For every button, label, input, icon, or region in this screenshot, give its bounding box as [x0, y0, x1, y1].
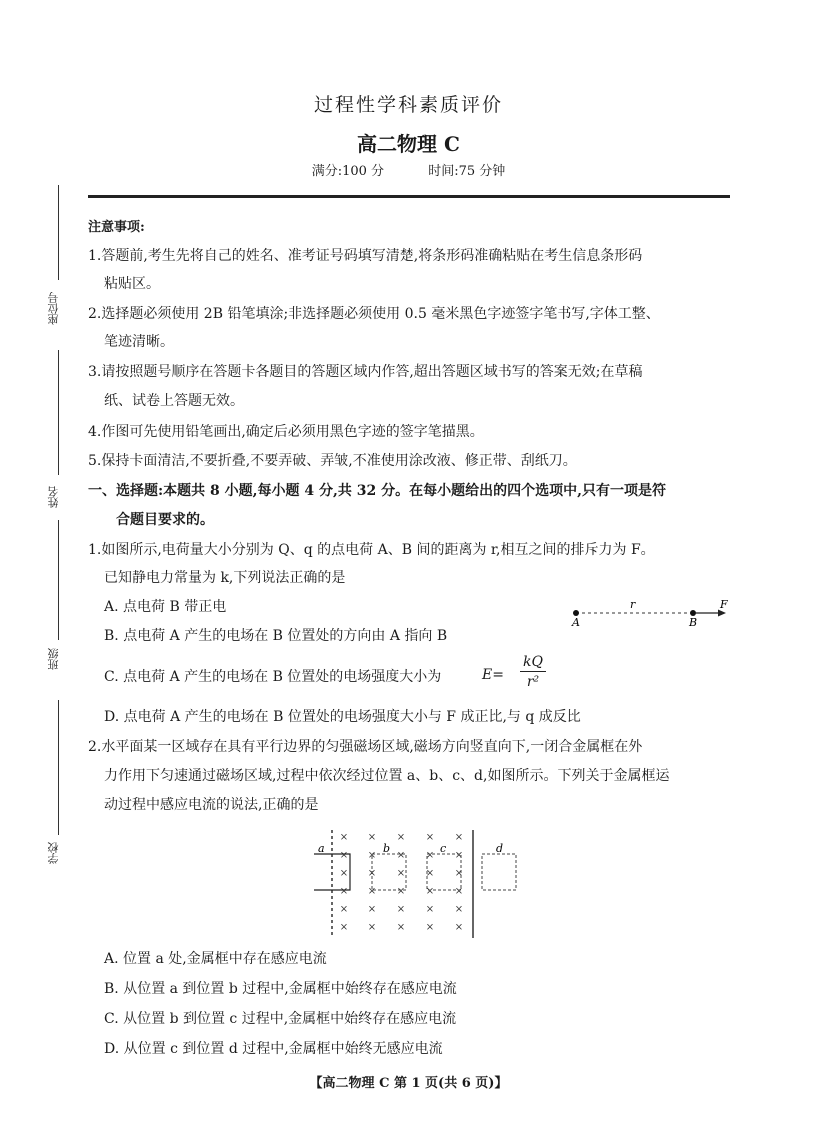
header-rule — [88, 195, 730, 198]
field-cross: × — [425, 850, 435, 861]
note-line: 笔迹清晰。 — [104, 334, 174, 350]
notes-title: 注意事项: — [88, 220, 145, 235]
side-seat-label: 座位号 — [47, 292, 60, 325]
field-cross: × — [425, 832, 435, 843]
field-cross: × — [425, 904, 435, 915]
field-cross: × — [367, 922, 377, 933]
side-school-label: 学校 — [47, 842, 60, 864]
field-cross: × — [339, 868, 349, 879]
section-title: 一、选择题:本题共 8 小题,每小题 4 分,共 32 分。在每小题给出的四个选项中,只有一项是符 — [88, 483, 666, 499]
q1-stem-cont: 已知静电力常量为 k,下列说法正确的是 — [104, 570, 346, 586]
q1-stem: 1.如图所示,电荷量大小分别为 Q、q 的点电荷 A、B 间的距离为 r,相互之间的排斥力为 F。 — [88, 542, 655, 558]
field-cross: × — [396, 922, 406, 933]
q1-figure — [560, 596, 740, 632]
field-cross: × — [396, 886, 406, 897]
label-b: B — [689, 616, 698, 629]
field-cross: × — [339, 922, 349, 933]
note-line: 3.请按照题号顺序在答题卡各题目的答题区域内作答,超出答题区域书写的答案无效;在草稿 — [88, 364, 643, 380]
label-c: c — [440, 842, 447, 855]
q2-stem: 2.水平面某一区域存在具有平行边界的匀强磁场区域,磁场方向竖直向下,一闭合金属框在外 — [88, 739, 643, 755]
field-cross: × — [367, 832, 377, 843]
exam-time: 时间:75 分钟 — [428, 164, 506, 179]
field-cross: × — [454, 832, 464, 843]
frame-d — [482, 854, 516, 890]
label-d: d — [496, 842, 504, 855]
formula-lhs: E= — [482, 667, 504, 683]
field-cross: × — [367, 886, 377, 897]
label-a: A — [572, 616, 580, 629]
q2-option-a: A. 位置 a 处,金属框中存在感应电流 — [104, 951, 327, 967]
field-cross: × — [367, 868, 377, 879]
field-cross: × — [454, 850, 464, 861]
field-cross: × — [454, 886, 464, 897]
note-line: 1.答题前,考生先将自己的姓名、准考证号码填写清楚,将条形码准确粘贴在考生信息条形码 — [88, 248, 643, 264]
note-line: 粘贴区。 — [104, 276, 160, 292]
exam-heading: 过程性学科素质评价 — [313, 94, 503, 116]
full-score: 满分:100 分 — [311, 164, 385, 179]
field-cross: × — [454, 922, 464, 933]
field-cross: × — [339, 850, 349, 861]
side-line — [58, 350, 59, 475]
note-line: 5.保持卡面清洁,不要折叠,不要弄破、弄皱,不准使用涂改液、修正带、刮纸刀。 — [88, 453, 577, 469]
q2-option-b: B. 从位置 a 到位置 b 过程中,金属框中始终存在感应电流 — [104, 981, 457, 997]
formula-numerator: kQ — [520, 653, 546, 672]
field-cross: × — [339, 832, 349, 843]
field-cross: × — [339, 886, 349, 897]
note-line: 4.作图可先使用铅笔画出,确定后必须用黑色字迹的签字笔描黑。 — [88, 424, 484, 440]
side-line — [58, 700, 59, 835]
field-cross: × — [425, 886, 435, 897]
label-b: b — [383, 842, 391, 855]
q2-stem-cont: 动过程中感应电流的说法,正确的是 — [104, 797, 319, 813]
side-line — [58, 520, 59, 640]
q2-option-d: D. 从位置 c 到位置 d 过程中,金属框中始终无感应电流 — [104, 1041, 443, 1057]
field-cross: × — [454, 904, 464, 915]
exam-meta — [0, 160, 817, 179]
label-f: F — [720, 598, 728, 611]
q2-figure — [310, 826, 530, 942]
q1-option-a: A. 点电荷 B 带正电 — [104, 599, 227, 615]
side-class-label: 班级 — [47, 648, 60, 670]
q2-option-c: C. 从位置 b 到位置 c 过程中,金属框中始终存在感应电流 — [104, 1011, 457, 1027]
side-name-label: 姓名 — [47, 486, 60, 508]
section-title-cont: 合题目要求的。 — [116, 512, 214, 528]
field-cross: × — [396, 868, 406, 879]
page-footer: 【高二物理 C 第 1 页(共 6 页)】 — [309, 1076, 508, 1091]
label-a: a — [318, 842, 325, 855]
label-r: r — [630, 598, 636, 611]
field-cross: × — [454, 868, 464, 879]
field-cross: × — [367, 850, 377, 861]
q2-stem-cont: 力作用下匀速通过磁场区域,过程中依次经过位置 a、b、c、d,如图所示。下列关于金属框运 — [104, 768, 670, 784]
note-line: 纸、试卷上答题无效。 — [104, 393, 244, 409]
field-cross: × — [396, 832, 406, 843]
field-cross: × — [425, 922, 435, 933]
side-line — [58, 185, 59, 280]
field-cross: × — [396, 850, 406, 861]
field-cross: × — [367, 904, 377, 915]
note-line: 2.选择题必须使用 2B 铅笔填涂;非选择题必须使用 0.5 毫米黑色字迹签字笔书写,字体工整、 — [88, 306, 660, 322]
field-cross: × — [396, 904, 406, 915]
field-cross: × — [425, 868, 435, 879]
formula-denominator: r² — [526, 674, 540, 690]
q1-option-b: B. 点电荷 A 产生的电场在 B 位置处的方向由 A 指向 B — [104, 628, 448, 644]
q1-option-c: C. 点电荷 A 产生的电场在 B 位置处的电场强度大小为 — [104, 669, 442, 685]
exam-subject: 高二物理 C — [357, 132, 460, 156]
field-cross: × — [339, 904, 349, 915]
q1-option-d: D. 点电荷 A 产生的电场在 B 位置处的电场强度大小与 F 成正比,与 q 成反比 — [104, 709, 581, 725]
